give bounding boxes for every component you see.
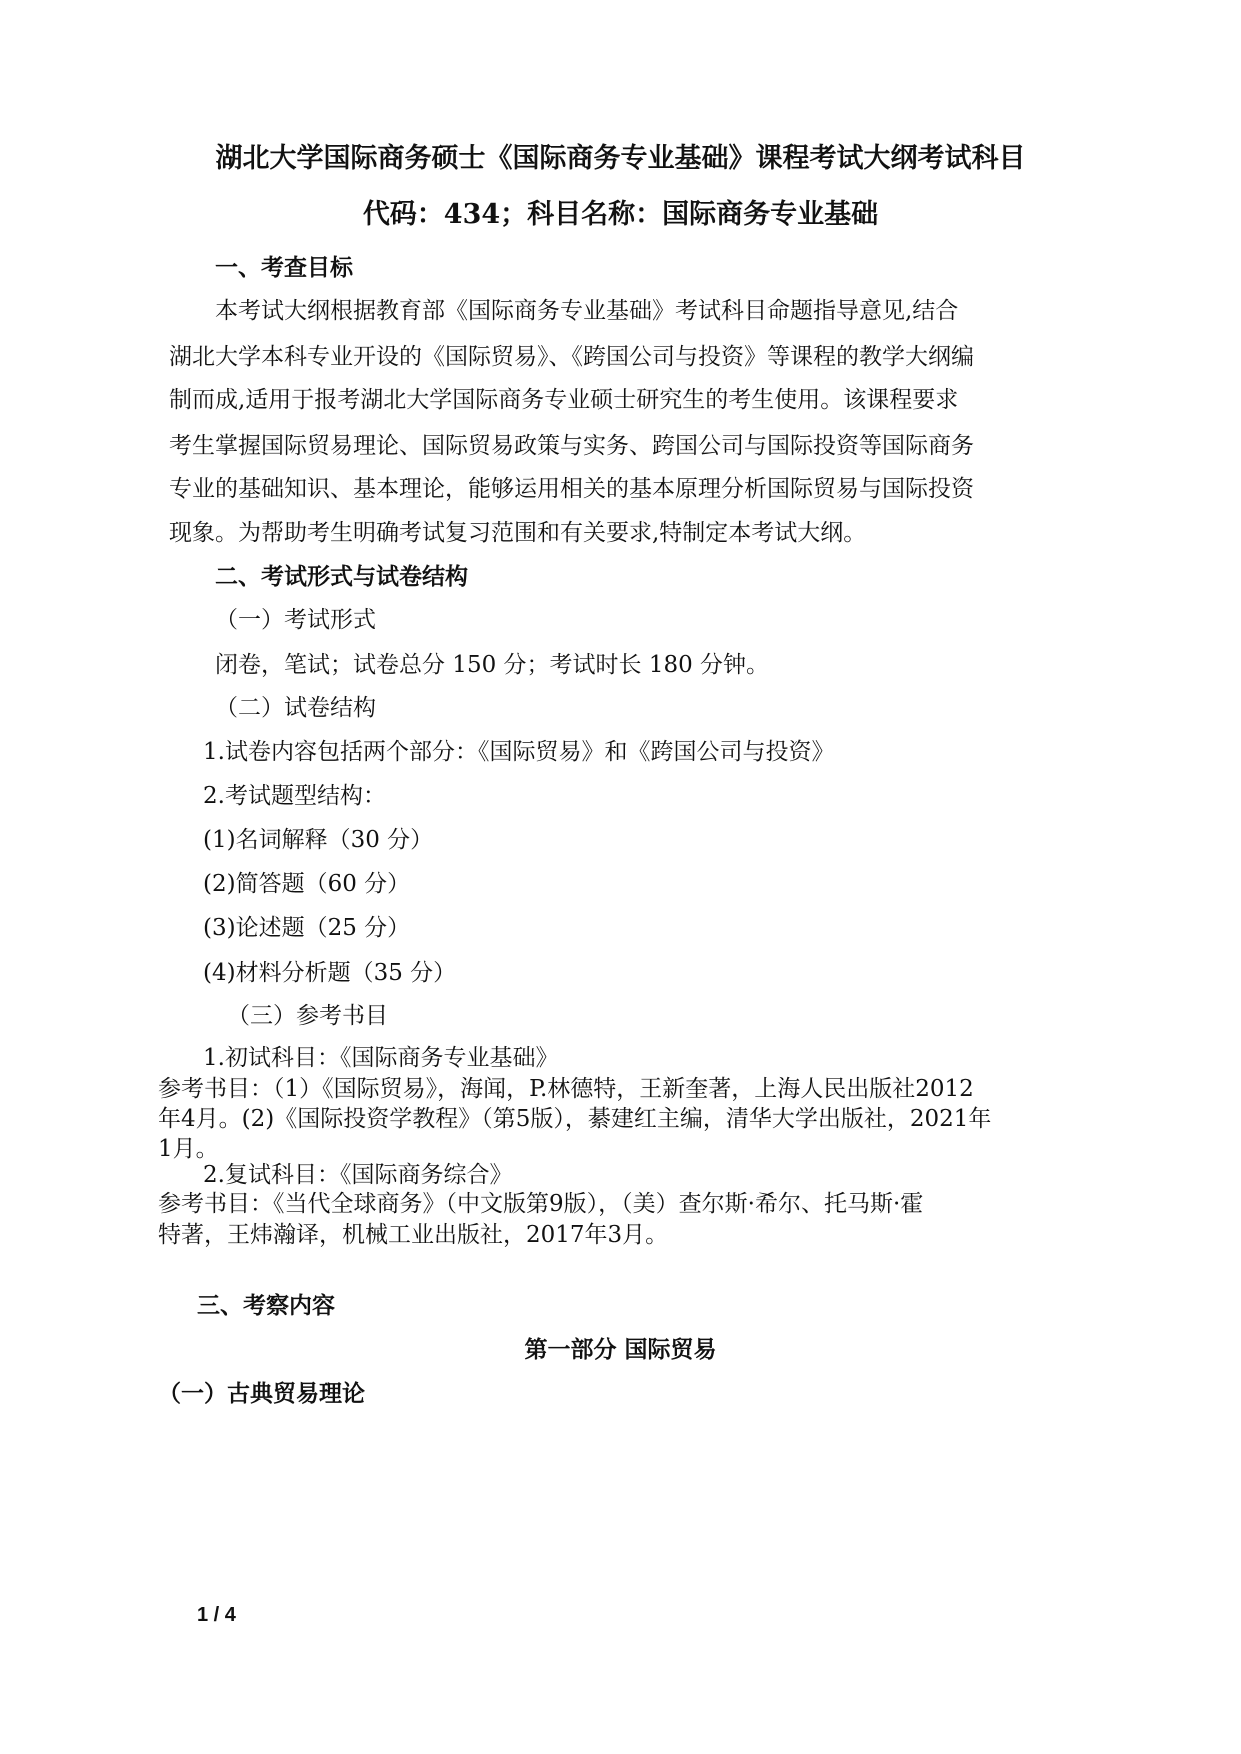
exam-format-heading: （一）考试形式 (215, 607, 376, 633)
classical-trade-theory-heading: （一）古典贸易理论 (158, 1380, 365, 1407)
paragraph-line: 制而成,适用于报考湖北大学国际商务专业硕士研究生的考生使用。该课程要求 (169, 387, 959, 413)
question-type-item: (4)材料分析题（35 分） (203, 960, 457, 986)
section-2-heading: 二、考试形式与试卷结构 (215, 563, 468, 590)
question-type-item: (3)论述题（25 分） (203, 915, 411, 941)
paragraph-line: 湖北大学本科专业开设的《国际贸易》、《跨国公司与投资》等课程的教学大纲编 (169, 344, 974, 370)
references-heading: （三）参考书目 (227, 1003, 388, 1029)
paragraph-line: 本考试大纲根据教育部《国际商务专业基础》考试科目命题指导意见,结合 (215, 298, 959, 324)
section-3-heading: 三、考察内容 (197, 1292, 335, 1319)
exam-format-text: 闭卷，笔试；试卷总分 150 分；考试时长 180 分钟。 (215, 652, 770, 678)
question-type-item: (2)简答题（60 分） (203, 871, 411, 897)
structure-item: 2.考试题型结构： (203, 783, 386, 809)
page-number: 1 / 4 (197, 1604, 236, 1626)
document-title-line-2: 代码：434；科目名称：国际商务专业基础 (362, 199, 879, 230)
paragraph-line: 现象。为帮助考生明确考试复习范围和有关要求,特制定本考试大纲。 (169, 520, 867, 546)
part-1-title: 第一部分 国际贸易 (524, 1336, 717, 1363)
structure-item: 1.试卷内容包括两个部分：《国际贸易》和《跨国公司与投资》 (203, 739, 835, 765)
reference-line: 年4月。(2)《国际投资学教程》（第5版），綦建红主编，清华大学出版社，2021年 (158, 1106, 992, 1132)
reference-line: 特著，王炜瀚译，机械工业出版社，2017年3月。 (158, 1222, 669, 1248)
section-1-heading: 一、考查目标 (215, 254, 353, 281)
reference-line: 参考书目：《当代全球商务》（中文版第9版），（美）查尔斯·希尔、托马斯·霍 (158, 1191, 924, 1217)
reference-line: 1月。 (158, 1136, 219, 1162)
paragraph-line: 考生掌握国际贸易理论、国际贸易政策与实务、跨国公司与国际投资等国际商务 (169, 433, 974, 459)
reference-2-heading: 2.复试科目：《国际商务综合》 (203, 1162, 513, 1188)
question-type-item: (1)名词解释（30 分） (203, 827, 434, 853)
reference-1-heading: 1.初试科目：《国际商务专业基础》 (203, 1045, 559, 1071)
reference-line: 参考书目：（1）《国际贸易》，海闻，P.林德特，王新奎著，上海人民出版社2012 (158, 1076, 974, 1102)
paper-structure-heading: （二）试卷结构 (215, 695, 376, 721)
paragraph-line: 专业的基础知识、基本理论，能够运用相关的基本原理分析国际贸易与国际投资 (169, 476, 974, 502)
document-title-line-1: 湖北大学国际商务硕士《国际商务专业基础》课程考试大纲考试科目 (215, 143, 1026, 174)
